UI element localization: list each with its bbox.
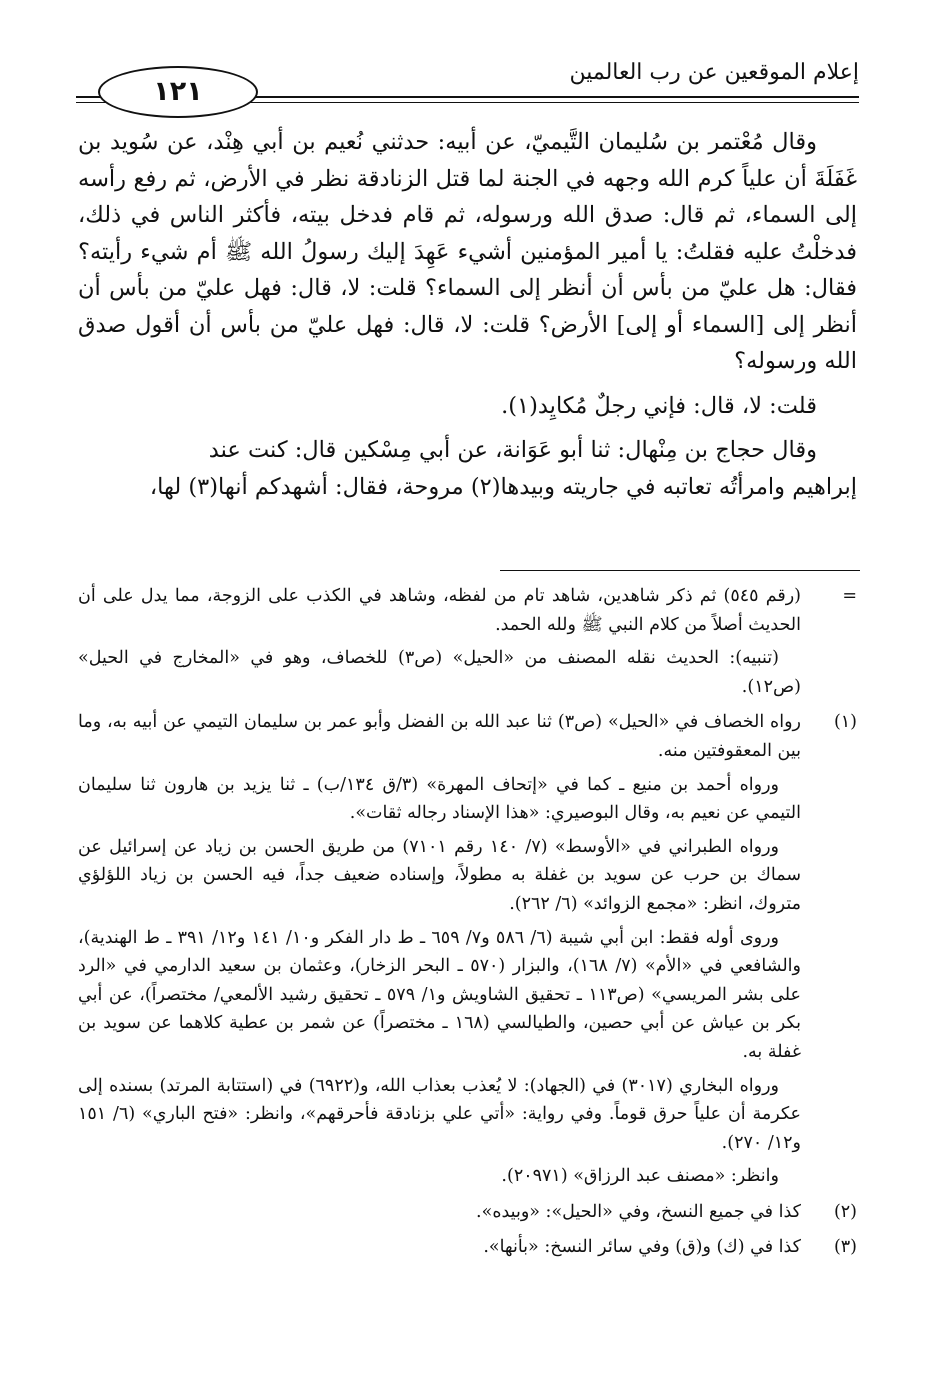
main-paragraph-line: إبراهيم وامرأتُه تعاتبه في جاريته وبيدها(٢) مروحة، فقال: أشهدكم أنها(٣) لها، [149,473,857,500]
page-header [76,58,859,108]
footnote-paragraph: كذا في جميع النسخ، وفي «الحيل»: «وبيده». [476,1201,801,1222]
footnote-3 [78,1233,857,1262]
footnote-mark: (٢) [833,1201,857,1222]
footnote-paragraph: كذا في (ك) و(ق) وفي سائر النسخ: «بأنها». [483,1237,801,1258]
footnote-paragraph: وانظر: «مصنف عبد الرزاق» (٢٠٩٧١). [501,1166,779,1187]
footnote-paragraph: ورواه أحمد بن منيع ـ كما في «إتحاف المهرة» (٣/ق ١٣٤/ب) ـ ثنا يزيد بن هارون ثنا سليمان التيمي عن نعيم به، وقال البوصيري: «هذا الإسناد رجاله ثقات». [78,774,801,824]
footnotes [78,582,857,1269]
footnote-1 [78,708,857,1191]
footnote-paragraph: وروى أوله فقط: ابن أبي شيبة (٦/ ٥٨٦ و٧/ ٦٥٩ ـ ط دار الفكر و١٠/ ١٤١ و١٢/ ٣٩١ ـ ط الهندية)، والشافعي في «الأم» (٧/ ١٦٨)، والبزار (٥٧٠ ـ البحر الزخار)، وعثمان بن سعيد الدارمي في «الرد على بشر المريسي» (ص١١٣ ـ تحقيق الشاويش و١/ ٥٧٩ ـ تحقيق رشيد الألمعي/ مختصراً)، عن أبي بكر بن عياش عن أبي حصين، والطيالسي (١٦٨ ـ مختصراً) عن شمر بن عطية كلاهما عن سويد بن غفلة به. [78,927,801,1062]
main-paragraph: وقال مُعْتمر بن سُليمان التَّيميّ، عن أبيه: حدثني نُعيم بن أبي هِنْد، عن سُويد بن غَفَلَةَ أن علياً كرم الله وجهه في الجنة لما قتل الزنادقة نظر في الأرض، ثم رفع رأسه إلى السماء، ثم قال: صدق الله ورسوله، ثم قام فدخل بيته، فأكثر الناس في ذلك، فدخلْتُ عليه فقلتُ: يا أمير المؤمنين أشيء عَهِدَ إليك رسولُ الله ﷺ أم شيء رأيته؟ فقال: هل عليّ من بأس أن أنظر إلى السماء؟ قلت: لا، قال: فهل عليّ من بأس أن أنظر إلى [السماء أو إلى] الأرض؟ قلت: لا، قال: فهل عليّ من بأس أن أقول صدق الله ورسوله؟ [78,129,857,374]
footnote-2 [78,1198,857,1227]
main-paragraph-line: وقال حجاج بن مِنْهال: ثنا أبو عَوَانة، عن أبي مِسْكين قال: كنت عند [208,437,817,463]
footnote-paragraph: رواه الخصاف في «الحيل» (ص٣) ثنا عبد الله بن الفضل وأبو عمر بن سليمان التيمي عن أبيه به، وما بين المعقوفتين منه. [78,712,801,761]
footnote-mark: = [842,586,857,606]
footnote-mark: (١) [833,712,857,733]
footnote-continuation [78,582,857,701]
page-number: ١٢١ [98,66,258,118]
main-text [78,124,857,505]
footnote-paragraph: (تنبيه): الحديث نقله المصنف من «الحيل» (ص٣) للخصاف، وهو في «المخارج في الحيل» (ص١٢). [78,648,801,697]
footnote-paragraph: (رقم ٥٤٥) ثم ذكر شاهدين، شاهد تام من لفظه، وشاهد في الكذب على الزوجة، مما يدل على أن الحديث أصلاً من كلام النبي ﷺ ولله الحمد. [78,586,801,635]
footnote-separator [500,570,860,571]
footnote-mark: (٣) [833,1237,857,1258]
main-paragraph: قلت: لا، قال: فإني رجلٌ مُكايِد(١). [501,392,817,419]
footnote-paragraph: ورواه البخاري (٣٠١٧) في (الجهاد): لا يُعذب بعذاب الله، و(٦٩٢٢) في (استتابة المرتد) بسنده إلى عكرمة أن علياً حرق قوماً. وفي رواية: «أتي علي بزنادقة فأحرقهم»، وانظر: «فتح الباري» (٦/ ١٥١ و١٢/ ٢٧٠). [78,1075,801,1153]
footnote-paragraph: ورواه الطبراني في «الأوسط» (٧/ ١٤٠ رقم ٧١٠١) من طريق الحسن بن زياد عن إسرائيل عن سماك بن حرب عن سويد بن غفلة به مطولاً، وإسناده ضعيف جداً، فيه الحسن بن زياد اللؤلؤي متروك، انظر: «مجمع الزوائد» (٦/ ٢٦٢). [78,836,801,914]
running-title: إعلام الموقعين عن رب العالمين [569,60,859,85]
